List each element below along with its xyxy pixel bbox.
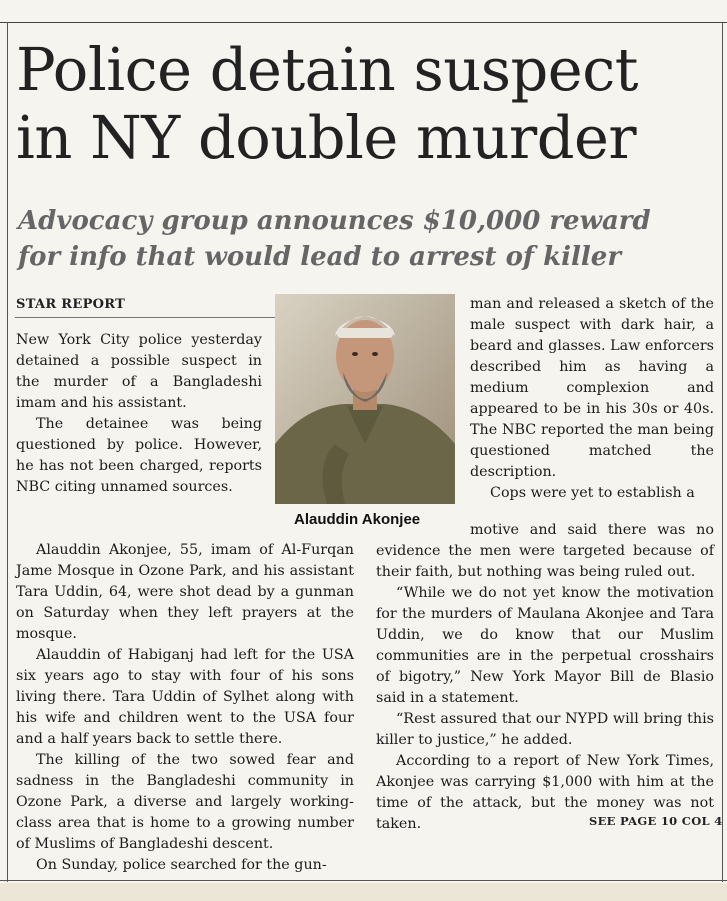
paragraph-lede: New York City police yesterday detained a possible suspect in the murder of a Bangladeshi imam and his assistant. bbox=[16, 332, 262, 411]
subhead-line-1: Advocacy group announces $10,000 reward bbox=[18, 206, 651, 236]
headline-line-2: in NY double murder bbox=[16, 103, 637, 172]
portrait-photo bbox=[275, 294, 455, 504]
paragraph: The detainee was being questioned by police. However, he has not been charged, reports NBC citing unnamed sources. bbox=[16, 416, 262, 495]
top-rule bbox=[0, 22, 727, 23]
paragraph: Alauddin of Habiganj had left for the USA six years ago to stay with four of his sons living there. Tara Uddin of Sylhet along with his wife and children went to the USA four and a half years back to settle there. bbox=[16, 647, 354, 747]
article-column-2-top bbox=[470, 294, 714, 504]
photo-caption: Alauddin Akonjee bbox=[294, 511, 421, 528]
paragraph-quote: “Rest assured that our NYPD will bring this killer to justice,” he added. bbox=[376, 711, 714, 748]
continued-on-page-jump: SEE PAGE 10 COL 4 bbox=[589, 814, 723, 828]
paragraph: On Sunday, police searched for the gun- bbox=[36, 857, 327, 873]
paragraph: motive and said there was no evidence the men were targeted because of their faith, but nothing was being ruled out. bbox=[376, 522, 714, 580]
right-border bbox=[722, 22, 723, 882]
paragraph: man and released a sketch of the male suspect with dark hair, a beard and glasses. Law enforcers described him as having a medium complexion and appeared to be in his 30s or 40s. The NBC reported the man being questioned matched the description. bbox=[470, 296, 714, 480]
byline: STAR REPORT bbox=[16, 297, 126, 312]
article-column-1-bottom bbox=[16, 540, 354, 876]
next-article-strip bbox=[0, 883, 727, 901]
paragraph: The killing of the two sowed fear and sadness in the Bangladeshi community in Ozone Park, a diverse and largely working-class area that is home to a growing number of Muslims of Bangladeshi descent. bbox=[16, 752, 354, 852]
subhead-line-2: for info that would lead to arrest of killer bbox=[18, 242, 622, 272]
article-column-1-top bbox=[16, 330, 262, 498]
article-column-2-bottom bbox=[376, 520, 714, 835]
paragraph-quote: “While we do not yet know the motivation for the murders of Maulana Akonjee and Tara Uddin, we do know that our Muslim communities are in the perpetual crosshairs of bigotry,” New York Mayor Bill de Blasio said in a statement. bbox=[376, 585, 714, 706]
bottom-rule bbox=[0, 880, 727, 881]
left-border bbox=[7, 22, 8, 882]
paragraph: According to a report of New York Times, Akonjee was carrying $1,000 with him at the time of the attack, but the money was not taken. bbox=[376, 753, 714, 832]
byline-rule bbox=[15, 317, 277, 318]
subheadline bbox=[18, 203, 718, 275]
headline-line-1: Police detain suspect bbox=[16, 35, 638, 104]
paragraph: Alauddin Akonjee, 55, imam of Al-Furqan Jame Mosque in Ozone Park, and his assistant Tara Uddin, 64, were shot dead by a gunman on Saturday when they left prayers at the mosque. bbox=[16, 542, 354, 642]
paragraph: Cops were yet to establish a bbox=[490, 485, 695, 501]
portrait-image bbox=[275, 294, 455, 504]
headline bbox=[16, 36, 716, 172]
